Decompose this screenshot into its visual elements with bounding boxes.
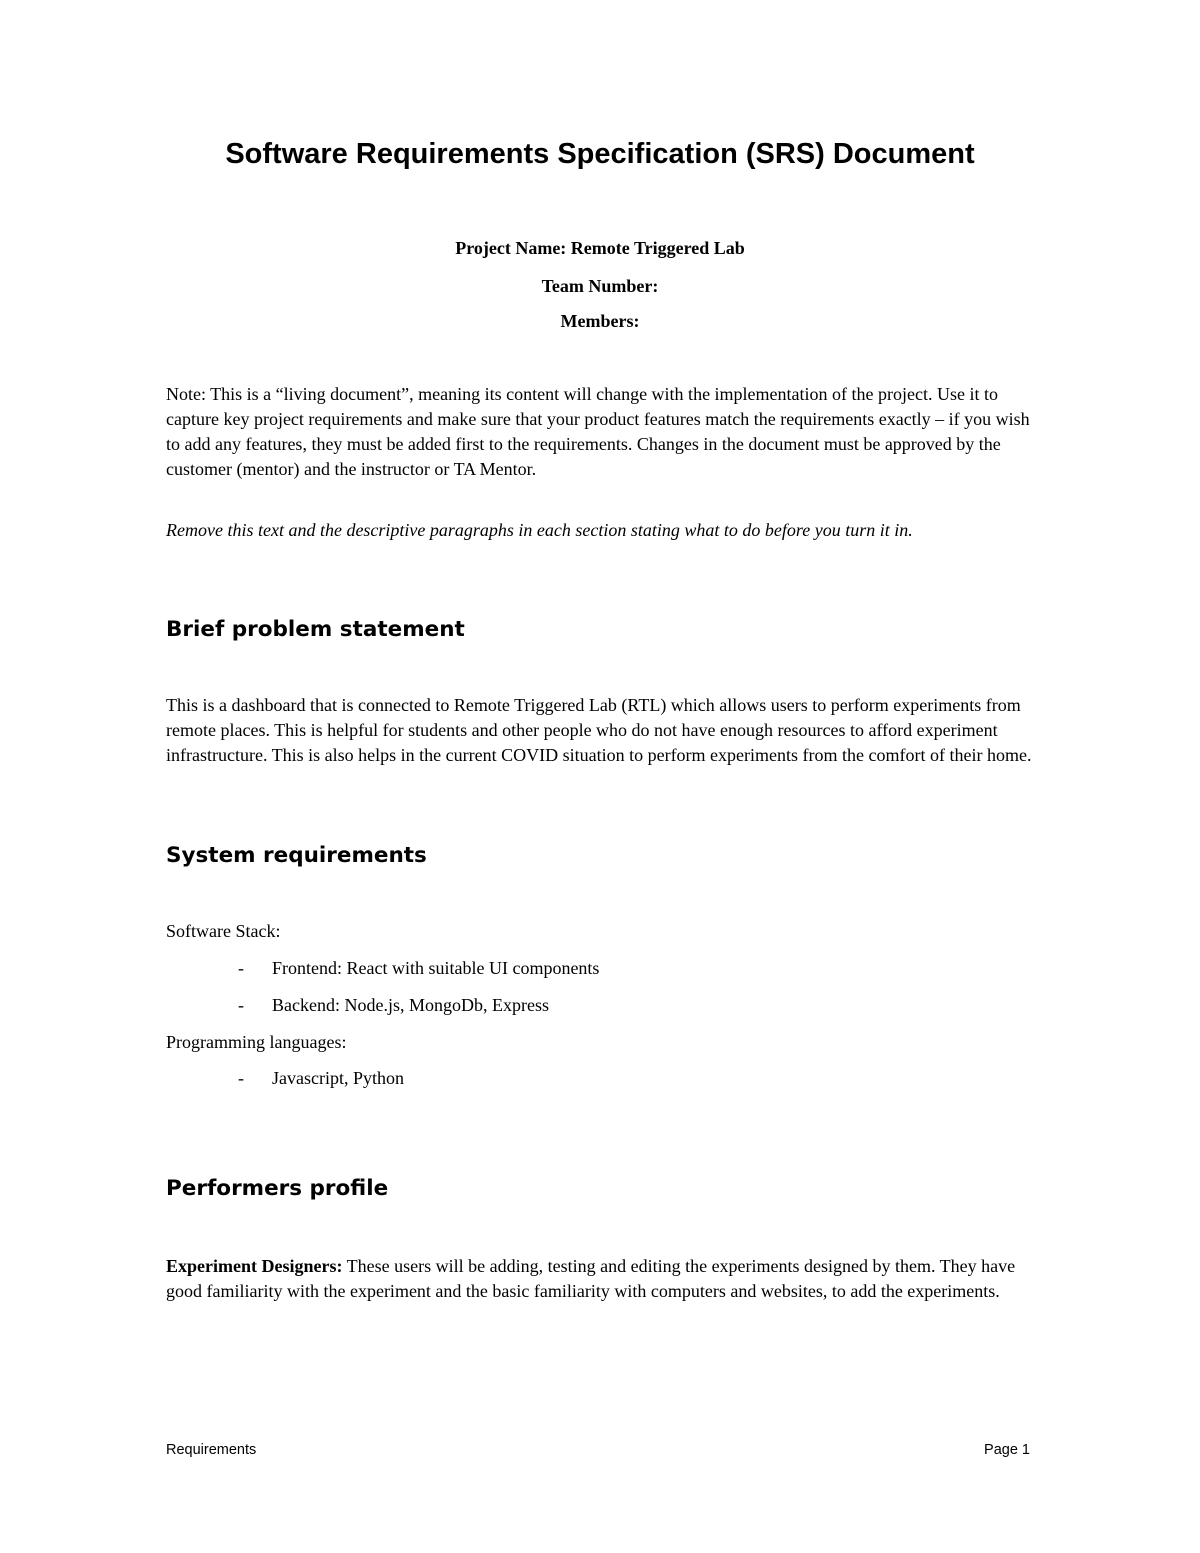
list-item-text: Backend: Node.js, MongoDb, Express	[272, 995, 549, 1015]
document-title: Software Requirements Specification (SRS) Document	[225, 138, 975, 170]
footer-page-number: Page 1	[984, 1442, 1030, 1458]
members: Members:	[560, 311, 640, 331]
designers-label: Experiment Designers:	[166, 1256, 343, 1276]
bullet-dash: -	[238, 1068, 244, 1088]
designers-body: These users will be adding, testing and editing the experiments designed by them. They have good familiarity with the experiment and the basic familiarity with computers and websites, to add the experiments.	[166, 1256, 1016, 1301]
problem-paragraph: This is a dashboard that is connected to Remote Triggered Lab (RTL) which allows users to perform experiments from remote places. This is helpful for students and other people who do not have enough resources to afford experiment infrastructure. This is also helps in the current COVID situation to perform experiments from the comfort of their home.	[166, 695, 1032, 765]
instruction-paragraph: Remove this text and the descriptive paragraphs in each section stating what to do before you turn it in.	[166, 520, 913, 540]
note-paragraph: Note: This is a “living document”, meaning its content will change with the implementation of the project. Use it to capture key project requirements and make sure that your product features match the requirements exactly – if you wish to add any features, they must be added first to the requirements. Changes in the document must be approved by the customer (mentor) and the instructor or TA Mentor.	[166, 384, 1030, 479]
team-number: Team Number:	[541, 276, 659, 296]
list-item-text: Frontend: React with suitable UI components	[272, 958, 600, 978]
system-heading: System requirements	[166, 843, 427, 868]
performers-heading: Performers profile	[166, 1176, 389, 1201]
bullet-dash: -	[238, 995, 244, 1015]
footer-left: Requirements	[166, 1442, 257, 1458]
list-item-text: Javascript, Python	[272, 1068, 404, 1088]
project-name: Project Name: Remote Triggered Lab	[455, 238, 745, 258]
designers-paragraph	[166, 1254, 1046, 1304]
languages-label: Programming languages:	[166, 1032, 347, 1052]
bullet-dash: -	[238, 958, 244, 978]
problem-heading: Brief problem statement	[166, 617, 465, 642]
software-stack-label: Software Stack:	[166, 921, 281, 941]
